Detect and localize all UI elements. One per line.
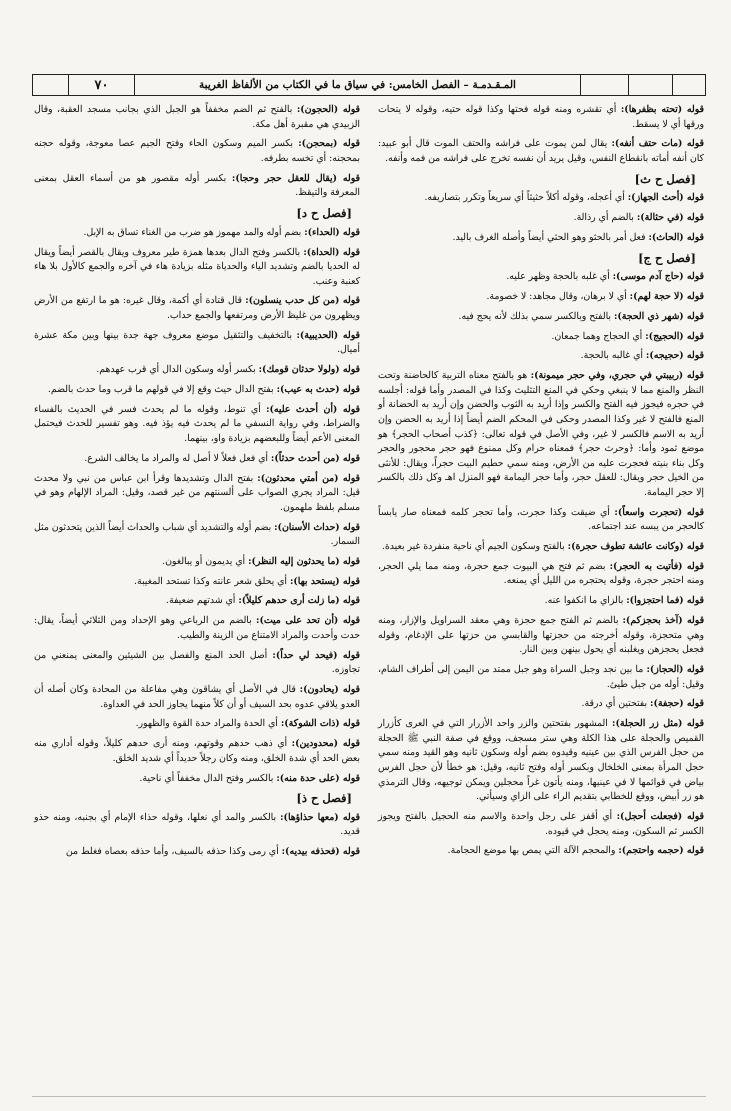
glossary-entry: [378, 231, 704, 246]
glossary-entry: [34, 226, 360, 241]
entry-definition: أي تنوط، وقوله ما لم يحدث فسر في الحديث بالفساء والضراط، وفي رواية النسفي ما لم يحدث فيه يؤذ فيه. وهو تفسير للحدث فيحتمل المعنى الأعم أيضاً وللبعضهم بزيادة واو، بينهما.: [34, 403, 360, 444]
entry-definition: بالضم من الرباعي وهو الإحداد ومن الثلاثي أيضاً، يقال: حدت وأحدت والمراد الامتناع من الزينة والطيب.: [34, 615, 360, 641]
entry-definition: أي يديمون أو يبالغون.: [162, 555, 249, 567]
entry-definition: أي أقفز على رجل واحدة والاسم منه الحجيل بالفتح ويجوز الكسر ثم السكون، ومنه يحجل في قيوده.: [378, 810, 704, 837]
entry-definition: بالضم ثم الفتح جمع حجزة وهي معقد السراويل والإزار، ومنه وهي متحجزة، وقوله أخرجته من حجزتها والقابسي من حزتها على الإدغام، وقوله فجعل يحجزهن ويغلبنه أي يحول بينهن وبين النار.: [378, 615, 704, 656]
entry-headword: قوله (الحجاز):: [646, 664, 704, 675]
entry-headword: قوله (تحته بظفرها):: [620, 104, 705, 115]
glossary-entry: [378, 540, 704, 555]
entry-definition: أي غلبه بالحجة وظهر عليه.: [506, 271, 613, 283]
glossary-entry: [378, 717, 704, 805]
entry-definition: أي أعجله، وقوله أكلاً حثيثاً أي سريعاً وتكرر بتصاريفه.: [424, 192, 628, 204]
entry-definition: أي ضيقت وكذا حجرت، وأما تحجر كلمه فمعناه صار يابساً كالحجر من يبسه عند اجتماعه.: [378, 506, 704, 533]
glossary-entry: [34, 383, 360, 398]
entry-headword: قوله (الحجون):: [296, 104, 360, 115]
glossary-entry: [378, 211, 704, 226]
glossary-entry: [34, 294, 360, 323]
entry-headword: قوله (فحذفه بيديه):: [281, 846, 360, 858]
entry-definition: هو بالفتح معناه التربية كالحاضنة وتحت النظر والمنع مما لا ينبغي وحكي في المنع التثليث وكذا في المصدر وأما قوله: أجلسه في حجره فيجوز فيه الفتح والكسر وإذا أريد به الثوب والحضن وإن أريد به الحضانة أو المنع فالفتح لا غير وكذا المصدر وحكى في المحكم الضم أيضاً إذا أريد به الحضن وإن أريد به الاسم فالكسر لا غير، وفي الأصل في قوله تعالى: ﴿كذب أصحاب الحجر﴾ هو موضع ثمود وأما: ﴿وحرث حجر﴾ فمعناه حرام وكل ممنوع فهو حجر محجور والحجر وكل بناء بنيته فحجرت عليه من الأرض، ومنه سمي حطيم البيت حجراً، ويقال: للأنثى من الخيل حجر ويقال: للعقل حجر، وأما حجر اليمامة فهو المنزل اهـ وكل ذلك بالكسر إلا حجر اليمامة.: [378, 370, 704, 498]
glossary-entry: [378, 697, 704, 712]
glossary-entry: [378, 290, 704, 305]
entry-definition: أي الحدة والمراد حدة القوة والظهور.: [135, 718, 281, 730]
entry-headword: قوله (حدث به عيب):: [276, 384, 360, 395]
entry-headword: قوله (مثل زر الحجلة):: [612, 718, 704, 730]
glossary-entry: [34, 772, 360, 787]
glossary-entry: [378, 103, 704, 132]
entry-headword: قوله (أن أحدث عليه):: [266, 403, 360, 415]
entry-definition: أي يحلق شعر عانته وكذا تستحد المغيبة.: [134, 575, 290, 587]
entry-definition: أي لا برهان، وقال مجاهد: لا خصومة.: [486, 291, 630, 303]
entry-definition: بكسر الميم وسكون الحاء وفتح الجيم عصا معوجة، وقوله حجنه بمحجنه: أي تخسه بطرفه.: [34, 138, 360, 164]
entry-definition: قال في الأصل أي يشاقون وهي مفاعلة من المحادة وكان أصله أن العدو يلاقي عدوه بحد السيف أو أن كلاً منهما يجاوز الحد في العداوة.: [34, 683, 360, 710]
entry-headword: قوله (وكانت عائشة تطوف حجرة):: [567, 541, 704, 553]
entry-definition: بفتح الدال حيث وقع إلا في قولهم ما قرب وما حدث بالضم.: [47, 384, 277, 395]
glossary-entry: [378, 369, 704, 500]
entry-headword: قوله (فما احتجزوا):: [626, 595, 704, 607]
glossary-entry: [34, 811, 360, 840]
entry-headword: قوله (حاج آدم موسى):: [612, 271, 704, 283]
header-cell-empty: [33, 75, 69, 95]
entry-headword: قوله (فأتيت به الحجر):: [609, 560, 704, 572]
glossary-entry: [378, 594, 704, 609]
glossary-entry: [34, 403, 360, 447]
header-cell-empty: [673, 75, 705, 95]
entry-headword: قوله (تحجرت واسعاً):: [614, 506, 704, 518]
entry-definition: بالكسر وفتح الدال مخففاً أي ناحية.: [139, 772, 277, 784]
entry-definition: أي شدتهم ضعيفة.: [166, 595, 239, 607]
entry-definition: بالفتح وبالكسر سمي بذلك لأنه يحج فيه.: [458, 310, 614, 322]
entry-definition: بالفتح ثم الضم مخففاً هو الجبل الذي بجانب مسجد العقبة، وقال الزبيدي هي مقبرة أهل مكة.: [34, 104, 360, 130]
entry-headword: قوله (حجفة):: [650, 698, 704, 710]
entry-definition: أي فعل فعلاً لا أصل له والمراد ما يخالف الشرع.: [84, 452, 271, 464]
entry-definition: بفتح الدال وتشديدها وقرأ ابن عباس من نبي ولا محدث قيل: المراد يجري الصواب على ألسنتهم من غير قصد، وقيل: المراد الإلهام وهو في مسلم بلفظ ملهمون.: [34, 472, 360, 513]
header-cell-empty: [581, 75, 629, 95]
entry-headword: قوله (الحجيج):: [645, 330, 704, 342]
glossary-entry: [34, 555, 360, 570]
entry-headword: قوله (حجيجه):: [645, 350, 704, 362]
entry-headword: قوله (من أحدث حدثاً):: [270, 452, 360, 464]
glossary-entry: [34, 845, 360, 860]
header-cell-empty: [629, 75, 673, 95]
entry-definition: أي غالبه بالحجة.: [580, 350, 646, 362]
entry-headword: قوله (أحث الجهاز):: [627, 192, 704, 204]
glossary-entry: [378, 560, 704, 589]
entry-headword: قوله (فجعلت أحجل):: [616, 810, 705, 822]
glossary-entry: [378, 310, 704, 325]
glossary-entry: [378, 349, 704, 364]
glossary-entry: [34, 594, 360, 609]
entry-headword: قوله (ما زلت أرى حدهم كليلاً):: [238, 595, 360, 607]
entry-definition: بالضم أي رذالة.: [573, 212, 637, 224]
entry-headword: قوله (يستحد بها):: [289, 575, 360, 587]
glossary-entry: [378, 614, 704, 658]
entry-headword: قوله (آخذ بحجزكم):: [622, 615, 705, 627]
entry-definition: أصل الحد المنع والفصل بين الشيئين والمعنى يمنعني من تجاوزه.: [34, 649, 360, 676]
entry-definition: بكسر أوله مقصور هو من أسماء العقل بمعنى المعرفة والتيقظ.: [34, 172, 360, 199]
glossary-entry: [34, 103, 360, 132]
running-header: [32, 74, 706, 96]
entry-headword: قوله (في حثالة):: [636, 212, 704, 224]
entry-definition: بالفتح وسكون الجيم أي ناحية منفردة غير بعيدة.: [381, 541, 568, 553]
entry-definition: بالكسر والمد أي نعلها، وقوله حذاء الإمام أي بجنبه، ومنه حذو قديد.: [34, 811, 360, 838]
entry-definition: المشهور بفتحتين والزر واحد الأزرار التي في العرى كأزرار القميص والحجلة على هذا الكلة وهي ستر مسجف، ووقع في صفة النبي ﷺ الحجلة من حجل الفرس الذي بين عينيه وقيدوه بضم أوله وسكون ثانيه وهو القيد ومنه سمي حجل المرأة بمعنى الخلخال وبكسر أوله وفتح ثانيه، وقيل: هو خطأ لأن حجل الفرس بياض في قوائمها لا في عينيها، ومنه يأتون غراً محجلين ويمكن توجيهه، وقال الترمذي هو زر أبيض، ووقع للخطابي بتقديم الراء على الزاي وسيأتي.: [378, 718, 704, 803]
entry-headword: قوله (حداث الأسنان):: [274, 521, 360, 533]
entry-definition: قال قتادة أي أكمة، وقال غيره: هو ما ارتفع من الأرض ويظهرون من غليظ الأرض ومرتفعها والجمع حداب.: [34, 295, 360, 322]
glossary-entry: [34, 614, 360, 643]
glossary-entry: [378, 270, 704, 285]
glossary-entry: [378, 191, 704, 206]
entry-headword: قوله (مات حتف أنفه):: [611, 138, 704, 150]
entry-definition: أي الحجاج وهما جمعان.: [551, 330, 646, 342]
entry-definition: بفتحتين أي درقة.: [581, 698, 651, 710]
right-text-column: [378, 103, 704, 864]
entry-headword: قوله (فيحد لي حداً):: [272, 649, 360, 661]
entry-headword: قوله (على حدة منه):: [276, 772, 360, 784]
section-heading: [فصل ح د]: [296, 206, 352, 221]
glossary-entry: [34, 472, 360, 516]
page-bottom-rule: [32, 1096, 706, 1097]
entry-definition: بالزاي ما انكفوا عنه.: [544, 595, 627, 607]
page-number: ٧٠: [69, 75, 135, 95]
entry-headword: قوله (لا حجة لهم):: [629, 291, 704, 303]
entry-definition: بضم ثم فتح هي البيوت جمع حجرة، ومنه مما يلي الحجر، ومنه احتجر حجرة، وقوله يحتجره من الليل أي يمنعه.: [378, 560, 704, 587]
glossary-entry: [378, 506, 704, 535]
glossary-entry: [34, 521, 360, 550]
glossary-entry: [34, 683, 360, 712]
entry-definition: أي ذهب حدهم وقوتهم، ومنه أرى حدهم كليلاً، وقوله أداري منه بعض الحد أي شدة الخلق، ومنه وكان رجلاً حديداً أي شديد الخلق.: [34, 738, 360, 764]
glossary-entry: [378, 810, 704, 839]
glossary-entry: [34, 329, 360, 358]
entry-definition: والمحجم الآلة التي يمص بها موضع الحجامة.: [447, 845, 619, 857]
glossary-entry: [378, 844, 704, 859]
entry-headword: قوله (بمحجن):: [298, 138, 360, 150]
entry-definition: فعل أمر بالحثو وهو الحثي أيضاً وأصله الغرف باليد.: [452, 231, 649, 243]
glossary-entry: [378, 137, 704, 166]
glossary-entry: [34, 575, 360, 590]
entry-headword: قوله (أن تحد على ميت):: [256, 615, 360, 627]
entry-definition: أي رمى وكذا حذفه بالسيف، وأما حذفه بعصاه فغلط من: [65, 846, 282, 858]
left-text-column: [34, 103, 360, 865]
glossary-entry: [34, 717, 360, 732]
entry-headword: قوله (ربيبتي في حجري، وفي حجر ميمونة):: [530, 370, 704, 382]
running-title: المـقـدمـة – الفصل الخامس: في سياق ما في الكتاب من الألفاظ الغريبة: [135, 75, 581, 95]
entry-headword: قوله (من كل حدب ينسلون):: [245, 295, 360, 307]
entry-headword: قوله (معها حذاؤها):: [280, 811, 360, 823]
entry-headword: قوله (الحديبية):: [296, 329, 361, 341]
entry-headword: قوله (يحادون):: [299, 683, 360, 695]
entry-headword: قوله (ما يحدثون إليه النظر):: [248, 555, 360, 567]
glossary-entry: [34, 363, 360, 378]
glossary-entry: [34, 137, 360, 166]
entry-headword: قوله (الحداة):: [303, 246, 360, 258]
glossary-entry: [378, 330, 704, 345]
entry-definition: بالتخفيف والتثقيل موضع معروف جهة جدة بينها وبين مكة عشرة أميال.: [34, 329, 360, 356]
entry-definition: بضم أوله والمد مهموز هو ضرب من الغناء تساق به الإبل.: [83, 226, 305, 238]
entry-headword: قوله (ولولا حدثان قومك):: [258, 364, 360, 376]
glossary-entry: [378, 663, 704, 692]
glossary-entry: [34, 172, 360, 201]
section-heading: [فصل ح ج]: [638, 250, 696, 265]
entry-headword: قوله (محدودين):: [291, 738, 360, 750]
section-heading: [فصل ح ث]: [634, 171, 696, 186]
entry-headword: قوله (ذات الشوكة):: [280, 718, 360, 730]
glossary-entry: [34, 737, 360, 766]
entry-headword: قوله (من أمتي محدثون):: [257, 472, 360, 484]
entry-headword: قوله (الحاث):: [648, 231, 704, 243]
entry-definition: ما بين نجد وجبل السراة وهو جبل ممتد من اليمن إلى أطراف الشام، وقيل: أوله من جبل طيئ.: [378, 664, 704, 690]
entry-definition: بضم أوله والتشديد أي شباب والحداث أيضاً الذين يتحدثون مثل السمار.: [33, 521, 360, 548]
entry-definition: بكسر أوله وسكون الدال أي قرب عهدهم.: [96, 364, 259, 376]
entry-headword: قوله (حجمه واحتجم):: [618, 845, 704, 857]
entry-definition: يقال لمن يموت على فراشه والحتف الموت قال أبو عبيد: كان أنفه أماته بانقطاع النفس، وقيل يريد أن نفسه تخرج على فراشه من فمه وأنفه.: [378, 138, 704, 164]
entry-headword: قوله (الحداء):: [304, 226, 360, 238]
glossary-entry: [34, 649, 360, 678]
glossary-entry: [34, 452, 360, 467]
entry-definition: بالكسر وفتح الدال بعدها همزة طير معروف ويقال بالقصر أيضاً ويقال له الحديا بالضم وتشديد الياء والحدياة مثله بزيادة هاء في آخره والجمع كالأول بلا هاء كعنبة وعنب.: [34, 246, 360, 287]
section-heading: [فصل ح ذ]: [296, 791, 352, 806]
entry-headword: قوله (شهر ذي الحجة):: [613, 310, 704, 322]
entry-headword: قوله (يقال للعقل حجر وحجا):: [231, 172, 360, 184]
entry-definition: أي تقشره ومنه قوله فحتها وكذا قوله حتيه، وقوله لا يتحات ورقها أي لا يسقط.: [378, 104, 704, 130]
glossary-entry: [34, 246, 360, 290]
